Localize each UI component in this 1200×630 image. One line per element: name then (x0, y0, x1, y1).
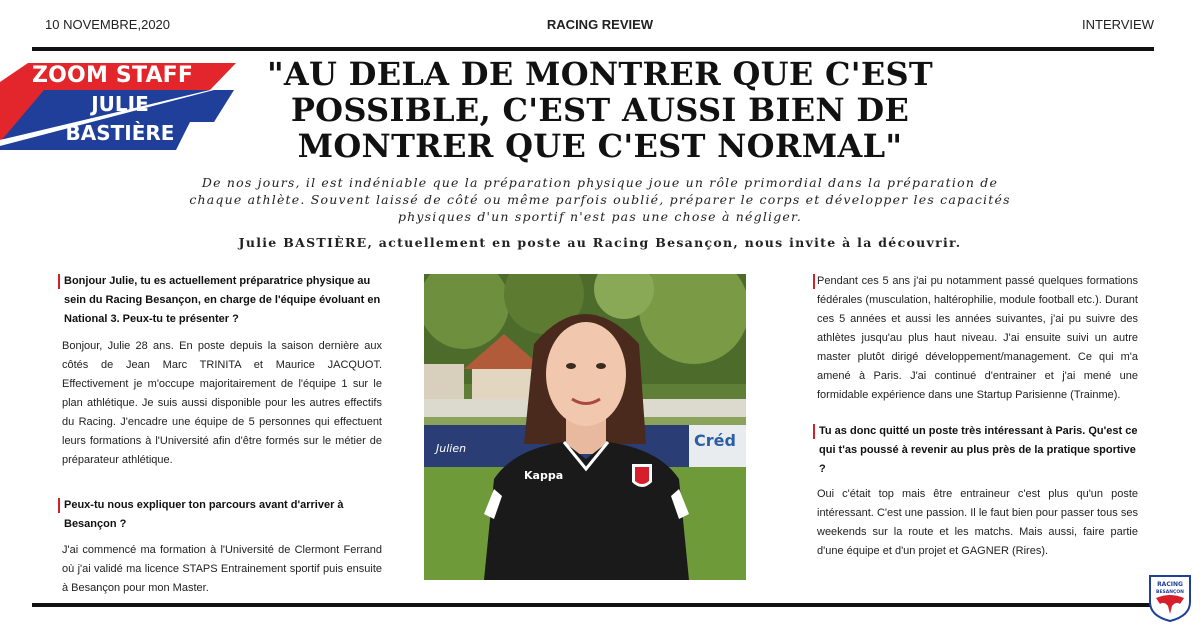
section-label: INTERVIEW (1082, 17, 1154, 32)
answer-1: Bonjour, Julie 28 ans. En poste depuis la saison dernière aux côtés de Jean Marc TRINITA et Maurice JACQUOT. Effectivement je m'occupe majoritairement de l'équipe 1 sur le plan athlétique. Je suis aussi disponible pour les autres effectifs du Racing. J'encadre une équipe de 5 personnes qui effectuent leurs formations à l'Université afin d'être formés sur le métier de préparateur athlétique. (62, 340, 382, 466)
portrait-photo (424, 274, 746, 580)
logo-line1: RACING (1157, 581, 1183, 588)
answer-3: Oui c'était top mais être entraineur c'est plus qu'un poste intéressant. C'est une passion. Il le faut bien pour passer tous ses weekends sur la route et les matchs. Mais aussi, faire partie d'une équipe et d'un projet et GAGNER (Rires). (817, 488, 1138, 557)
lead-line: Julie BASTIÈRE, actuellement en poste au Racing Besançon, nous invite à la découvrir. (238, 235, 962, 250)
right-column (817, 272, 1138, 561)
top-divider (32, 47, 1154, 51)
question-3: Tu as donc quitté un poste très intéressant à Paris. Qu'est ce qui t'as poussé à revenir au plus près de la pratique sportive ? (817, 422, 1138, 479)
portrait-illustration (424, 274, 746, 580)
question-2: Peux-tu nous expliquer ton parcours avant d'arriver à Besançon ? (62, 496, 382, 534)
question-1: Bonjour Julie, tu es actuellement préparatrice physique au sein du Racing Besançon, en charge de l'équipe évoluant en National 3. Peux-tu te présenter ? (62, 272, 382, 329)
accent-bar (813, 274, 815, 289)
sponsor-fragment-right: Créd (694, 431, 736, 450)
logo-line2: BESANÇON (1156, 590, 1184, 595)
answer-2-continued-text: Pendant ces 5 ans j'ai pu notamment passé quelques formations fédérales (musculation, haltérophilie, module football etc.). Durant ces 5 années et aussi les années suivantes, j'ai pu suivre des athlètes jusqu'au plus haut niveau. J'ai ensuite suivi un autre master plutôt dirigé développement/management. Ce qui m'a amené à Paris. J'ai continué d'entrainer et j'ai mené une formidable expérience dans une Startup Parisienne (Trainme). (817, 275, 1138, 401)
banner-name-last: BASTIÈRE (65, 121, 175, 145)
answer-2-continued (817, 272, 1138, 405)
headline-quote: "AU DELA DE MONTRER QUE C'EST POSSIBLE, C'EST AUSSI BIEN DE MONTRER QUE C'EST NORMAL" (266, 55, 934, 165)
club-crest-icon (1146, 572, 1194, 622)
issue-date: 10 NOVEMBRE,2020 (45, 17, 171, 32)
sponsor-fragment-left: Julien (436, 442, 467, 455)
shirt-brand: Kappa (524, 469, 564, 482)
bottom-divider (32, 603, 1154, 607)
intro-paragraph: De nos jours, il est indéniable que la préparation physique joue un rôle primordial dans la préparation de chaque athlète. Souvent laissé de côté ou même parfois oublié, préparer le corps et développer les capacités physiques d'un sportif n'est pas une chose à négliger. (189, 175, 1011, 224)
publication-name: RACING REVIEW (546, 17, 654, 32)
banner-title: ZOOM STAFF (32, 63, 194, 88)
racing-besancon-logo (1146, 572, 1194, 622)
answer-2: J'ai commencé ma formation à l'Université de Clermont Ferrand où j'ai validé ma licence STAPS Entrainement sportif puis ensuite à Besançon pour mon Master. (62, 544, 382, 594)
left-column (62, 272, 382, 598)
banner-name-first: JULIE (91, 92, 149, 116)
